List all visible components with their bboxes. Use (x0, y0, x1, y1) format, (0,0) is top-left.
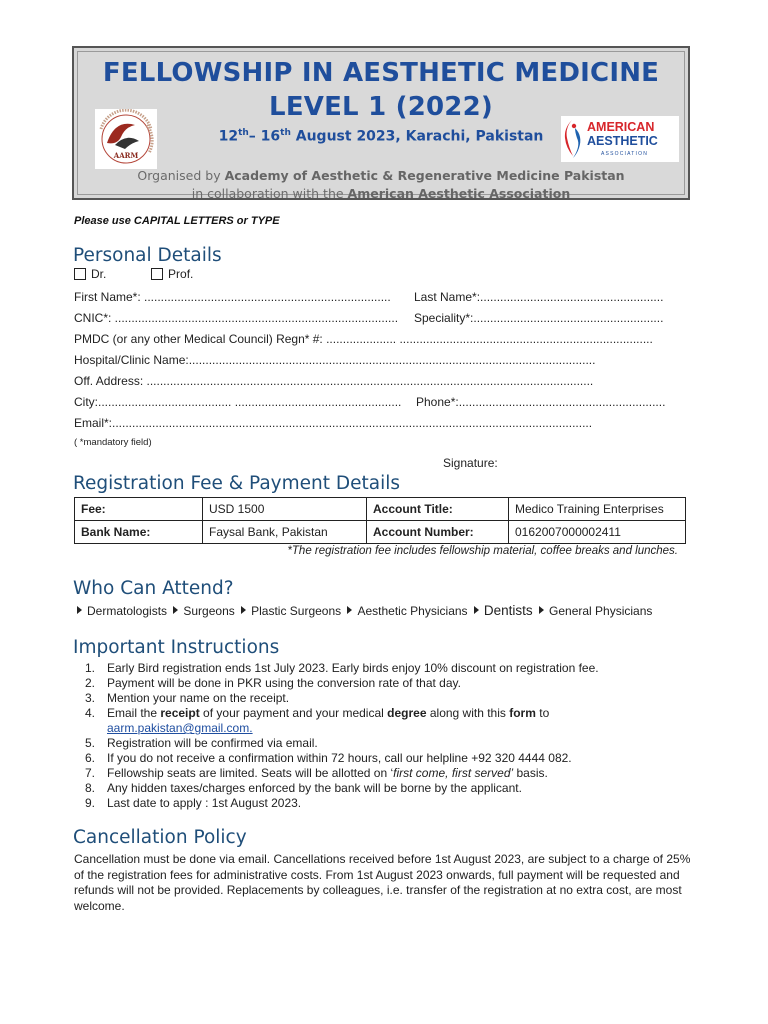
arrow-right-icon (173, 606, 178, 614)
city-field[interactable]: City:........................................ .................................................. (74, 395, 402, 409)
fee-table (74, 497, 686, 544)
list-item: General Physicians (549, 604, 653, 618)
personal-details-heading: Personal Details (73, 245, 222, 266)
arrow-right-icon (347, 606, 352, 614)
list-item: 3. Mention your name on the receipt. (85, 691, 290, 705)
list-item: Surgeons (183, 604, 235, 618)
dr-label: Dr. (91, 267, 107, 281)
aarm-logo-icon (95, 109, 157, 169)
instructions-heading: Important Instructions (73, 637, 280, 658)
event-dates: 12th– 16th August 2023, Karachi, Pakistan (218, 128, 544, 145)
header-inner (77, 51, 685, 201)
list-item: Aesthetic Physicians (357, 604, 468, 618)
table-cell: Account Title: (367, 498, 509, 521)
speciality-field[interactable]: Speciality*:......................................................... (414, 311, 664, 325)
fee-heading: Registration Fee & Payment Details (73, 473, 401, 494)
title-options (74, 267, 193, 281)
svg-text:AMERICAN: AMERICAN (587, 120, 655, 134)
capital-letters-note: Please use CAPITAL LETTERS or TYPE (74, 215, 280, 227)
instructions-list (74, 661, 694, 811)
arrow-right-icon (77, 606, 82, 614)
american-aesthetic-logo-icon (561, 116, 679, 162)
attendee-list (74, 603, 652, 618)
svg-text:AESTHETIC: AESTHETIC (587, 134, 658, 148)
arrow-right-icon (539, 606, 544, 614)
organiser-text: Organised by Academy of Aesthetic & Regenerative Medicine Pakistan in collaboration with the American Aesthetic Association (137, 168, 625, 201)
table-row (75, 521, 686, 544)
svg-text:AARM: AARM (113, 151, 139, 160)
prof-label: Prof. (168, 267, 194, 281)
arrow-right-icon (474, 606, 479, 614)
list-item: 5. Registration will be confirmed via email. (85, 736, 318, 750)
email-link[interactable]: aarm.pakistan@gmail.com. (107, 721, 253, 735)
signature-label: Signature: (443, 456, 498, 470)
table-cell: 0162007000002411 (509, 521, 686, 544)
list-item: 4. Email the receipt of your payment and your medical degree along with this form to aarm.pakistan@gmail.com. (85, 706, 550, 735)
list-item: 8. Any hidden taxes/charges enforced by the bank will be borne by the applicant. (85, 781, 522, 795)
cancellation-heading: Cancellation Policy (73, 827, 247, 848)
table-cell: Account Number: (367, 521, 509, 544)
list-item: 2. Payment will be done in PKR using the conversion rate of that day. (85, 676, 461, 690)
email-field[interactable]: Email*:................................................................................................................................................ (74, 416, 593, 430)
address-field[interactable]: Off. Address: ...................................................................................................................................... (74, 374, 594, 388)
cancellation-text: Cancellation must be done via email. Cancellations received before 1st August 2023, are subject to a charge of 25% of the registration fees for administrative costs. From 1st August 2023 onwards, full payment will be requested and refunds will not be provided. Replacements by colleagues, i.e. transfer of the registration at no extra cost, are most welcome. (74, 852, 691, 913)
list-item: 7. Fellowship seats are limited. Seats will be allotted on ‘first come, first served’ basis. (85, 766, 548, 780)
list-item: 1. Early Bird registration ends 1st July 2023. Early birds enjoy 10% discount on registration fee. (85, 661, 599, 675)
table-row (75, 498, 686, 521)
mandatory-note: ( *mandatory field) (74, 437, 152, 448)
arrow-right-icon (241, 606, 246, 614)
table-cell: USD 1500 (203, 498, 367, 521)
main-subtitle: LEVEL 1 (2022) (269, 92, 493, 122)
main-title: FELLOWSHIP IN AESTHETIC MEDICINE (102, 58, 660, 88)
list-item: 6. If you do not receive a confirmation within 72 hours, call our helpline +92 320 4444 082. (85, 751, 572, 765)
list-item: 9. Last date to apply : 1st August 2023. (85, 796, 302, 810)
phone-field[interactable]: Phone*:.............................................................. (416, 395, 666, 409)
table-cell: Medico Training Enterprises (509, 498, 686, 521)
first-name-field[interactable]: First Name*: .......................................................................... (74, 290, 391, 304)
fee-note: *The registration fee includes fellowship material, coffee breaks and lunches. (287, 545, 678, 557)
pmdc-field[interactable]: PMDC (or any other Medical Council) Regn* #: ..................... ............................................................................ (74, 332, 653, 346)
table-cell: Bank Name: (75, 521, 203, 544)
table-cell: Faysal Bank, Pakistan (203, 521, 367, 544)
svg-text:ASSOCIATION: ASSOCIATION (601, 151, 649, 157)
list-item: Plastic Surgeons (251, 604, 342, 618)
attend-heading: Who Can Attend? (73, 578, 234, 599)
list-item: Dermatologists (87, 604, 168, 618)
cnic-field[interactable]: CNIC*: ..................................................................................... (74, 311, 399, 325)
list-item: Dentists (483, 603, 533, 618)
header-box (72, 46, 690, 200)
last-name-field[interactable]: Last Name*:....................................................... (414, 290, 664, 304)
table-cell: Fee: (75, 498, 203, 521)
prof-checkbox[interactable] (151, 268, 163, 280)
dr-checkbox[interactable] (74, 268, 86, 280)
hospital-field[interactable]: Hospital/Clinic Name:.......................................................................................................................... (74, 353, 596, 367)
